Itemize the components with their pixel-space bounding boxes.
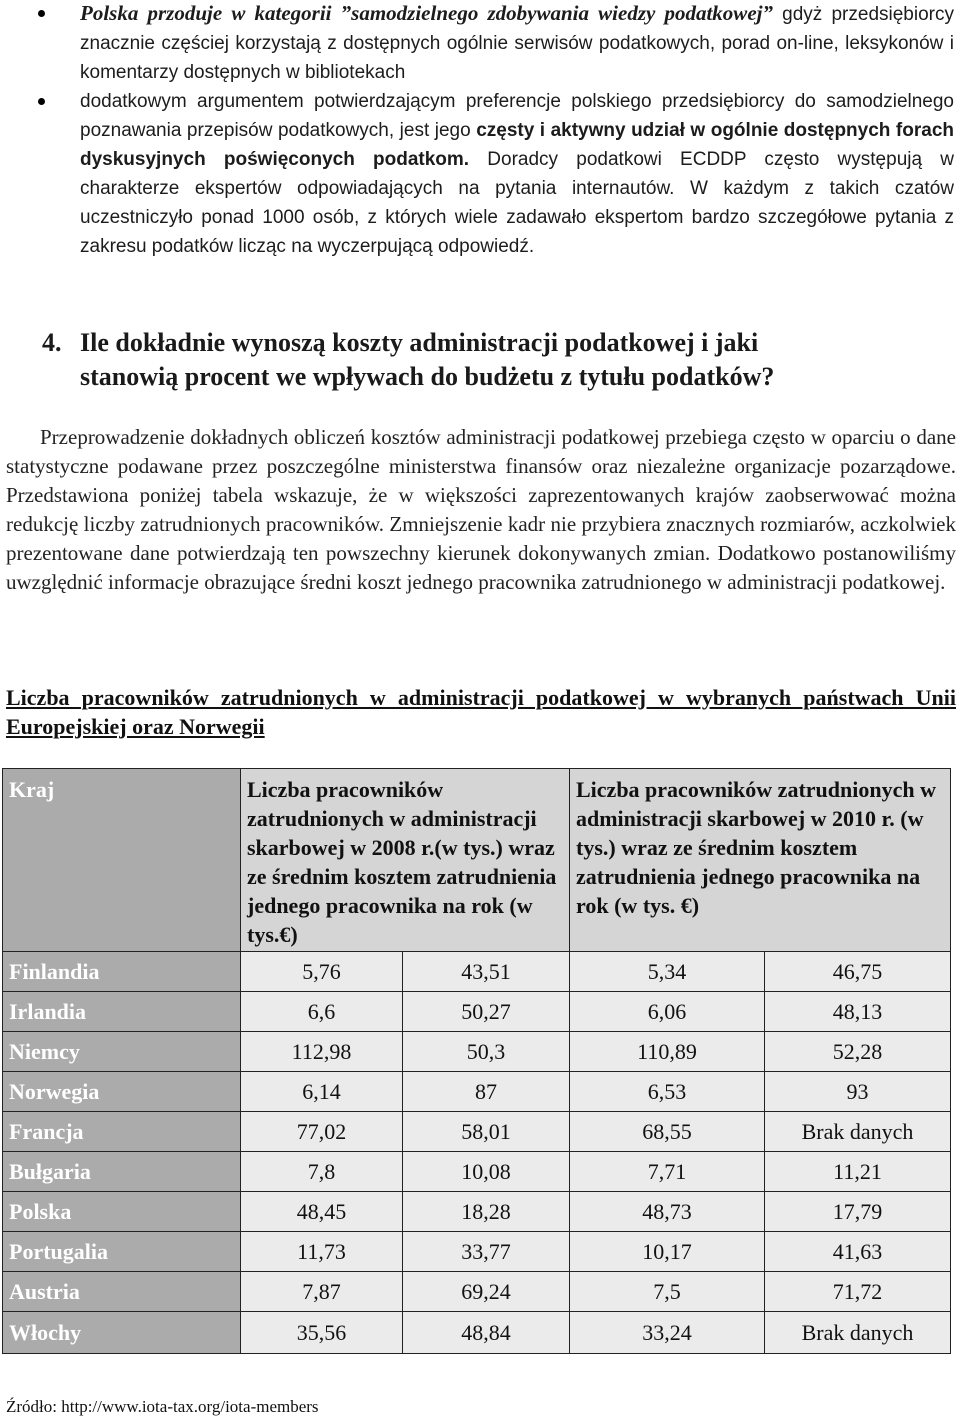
- bullet-dot-icon: [38, 98, 45, 105]
- table-row: [3, 952, 951, 992]
- country-cell: Portugalia: [3, 1232, 241, 1272]
- table-row: [3, 1032, 951, 1072]
- source-note: Źródło: http://www.iota-tax.org/iota-members: [6, 1397, 319, 1416]
- cost-2010-cell: 93: [765, 1072, 951, 1112]
- employees-2010-cell: 68,55: [570, 1112, 765, 1152]
- employees-2008-cell: 7,8: [241, 1152, 403, 1192]
- employees-2008-cell: 5,76: [241, 952, 403, 992]
- table-row: [3, 1232, 951, 1272]
- cost-2008-cell: 43,51: [403, 952, 570, 992]
- table-row: [3, 1272, 951, 1312]
- bullet-bold-text: częsty i aktywny udział w ogólnie dostępnych forach dyskusyjnych poświęconych podatkom.: [80, 120, 954, 170]
- table-row: [3, 1312, 951, 1354]
- bullet-item: [0, 87, 960, 261]
- heading-line-1: Ile dokładnie wynoszą koszty administracji podatkowej i jaki: [80, 328, 759, 357]
- bullet-item: [0, 0, 960, 87]
- cost-2010-cell: 41,63: [765, 1232, 951, 1272]
- cost-2008-cell: 58,01: [403, 1112, 570, 1152]
- cost-2008-cell: 33,77: [403, 1232, 570, 1272]
- table-header-row: [3, 769, 951, 952]
- employees-2010-cell: 6,06: [570, 992, 765, 1032]
- employees-2008-cell: 77,02: [241, 1112, 403, 1152]
- cost-2010-cell: Brak danych: [765, 1312, 951, 1354]
- cost-2008-cell: 50,3: [403, 1032, 570, 1072]
- table-row: [3, 1112, 951, 1152]
- country-cell: Norwegia: [3, 1072, 241, 1112]
- bullet-text: gdyż przedsiębiorcy znacznie częściej korzystają z dostępnych ogólnie serwisów podatkowych, porad on-line, leksykonów i komentarzy dostępnych w bibliotekach: [80, 4, 954, 83]
- cost-2008-cell: 18,28: [403, 1192, 570, 1232]
- section-heading: [42, 326, 942, 394]
- table-row: [3, 1192, 951, 1232]
- cost-2008-cell: 48,84: [403, 1312, 570, 1354]
- country-cell: Włochy: [3, 1312, 241, 1354]
- employees-2008-cell: 6,6: [241, 992, 403, 1032]
- cost-2010-cell: Brak danych: [765, 1112, 951, 1152]
- country-cell: Francja: [3, 1112, 241, 1152]
- country-cell: Polska: [3, 1192, 241, 1232]
- cost-2010-cell: 46,75: [765, 952, 951, 992]
- country-cell: Niemcy: [3, 1032, 241, 1072]
- bullet-dot-icon: [38, 10, 45, 17]
- employees-2008-cell: 112,98: [241, 1032, 403, 1072]
- employees-2010-cell: 7,5: [570, 1272, 765, 1312]
- table-row: [3, 992, 951, 1032]
- heading-line-2: stanowią procent we wpływach do budżetu z tytułu podatków?: [80, 362, 775, 391]
- employees-2010-cell: 5,34: [570, 952, 765, 992]
- employees-2010-cell: 33,24: [570, 1312, 765, 1354]
- cost-2010-cell: 52,28: [765, 1032, 951, 1072]
- bullet-list: [0, 0, 960, 261]
- bullet-text: dodatkowym argumentem potwierdzającym preferencje polskiego przedsiębiorcy do samodzielnego poznawania przepisów podatkowych, jest jego: [80, 91, 954, 141]
- employees-2010-cell: 10,17: [570, 1232, 765, 1272]
- header-2008: Liczba pracowników zatrudnionych w administracji skarbowej w 2008 r.(w tys.) wraz ze średnim kosztem zatrudnienia jednego pracownika na rok (w tys.€): [241, 769, 570, 952]
- employees-2010-cell: 110,89: [570, 1032, 765, 1072]
- header-2010: Liczba pracowników zatrudnionych w administracji skarbowej w 2010 r. (w tys.) wraz ze średnim kosztem zatrudnienia jednego pracownika na rok (w tys. €): [570, 769, 951, 952]
- employees-2010-cell: 48,73: [570, 1192, 765, 1232]
- cost-2008-cell: 10,08: [403, 1152, 570, 1192]
- header-country: Kraj: [3, 769, 241, 952]
- cost-2008-cell: 87: [403, 1072, 570, 1112]
- cost-2008-cell: 69,24: [403, 1272, 570, 1312]
- employees-2010-cell: 7,71: [570, 1152, 765, 1192]
- cost-2010-cell: 71,72: [765, 1272, 951, 1312]
- table-row: [3, 1152, 951, 1192]
- employees-2008-cell: 35,56: [241, 1312, 403, 1354]
- employees-2008-cell: 6,14: [241, 1072, 403, 1112]
- body-paragraph: Przeprowadzenie dokładnych obliczeń kosztów administracji podatkowej przebiega często w oparciu o dane statystyczne podawane przez poszczególne ministerstwa finansów oraz niezależne organizacje pozarządowe. Przedstawiona poniżej tabela wskazuje, że w większości zaprezentowanych krajów zaobserwować można redukcję liczby zatrudnionych pracowników. Zmniejszenie kadr nie przybiera znacznych rozmiarów, aczkolwiek prezentowane dane potwierdzają ten powszechny kierunek dokonywanych zmian. Dodatkowo postanowiliśmy uwzględnić informacje obrazujące średni koszt jednego pracownika zatrudnionego w administracji podatkowej.: [6, 425, 956, 594]
- bullet-text: Doradcy podatkowi ECDDP często występują w charakterze ekspertów odpowiadających na pytania internautów. W każdym z takich czatów uczestniczyło ponad 1000 osób, z których wiele zadawało ekspertom bardzo szczegółowe pytania z zakresu podatków licząc na wyczerpującą odpowiedź.: [80, 149, 954, 257]
- employees-2008-cell: 11,73: [241, 1232, 403, 1272]
- employees-2010-cell: 6,53: [570, 1072, 765, 1112]
- table-title: Liczba pracowników zatrudnionych w administracji podatkowej w wybranych państwach Unii Europejskiej oraz Norwegii: [6, 685, 956, 739]
- cost-2008-cell: 50,27: [403, 992, 570, 1032]
- employees-2008-cell: 48,45: [241, 1192, 403, 1232]
- employees-table: [2, 768, 951, 1354]
- section-number: 4.: [42, 328, 62, 357]
- country-cell: Finlandia: [3, 952, 241, 992]
- employees-2008-cell: 7,87: [241, 1272, 403, 1312]
- cost-2010-cell: 48,13: [765, 992, 951, 1032]
- country-cell: Bułgaria: [3, 1152, 241, 1192]
- country-cell: Austria: [3, 1272, 241, 1312]
- bullet-lead-text: Polska przoduje w kategorii ”samodzielnego zdobywania wiedzy podatkowej”: [80, 1, 773, 25]
- country-cell: Irlandia: [3, 992, 241, 1032]
- cost-2010-cell: 11,21: [765, 1152, 951, 1192]
- table-row: [3, 1072, 951, 1112]
- cost-2010-cell: 17,79: [765, 1192, 951, 1232]
